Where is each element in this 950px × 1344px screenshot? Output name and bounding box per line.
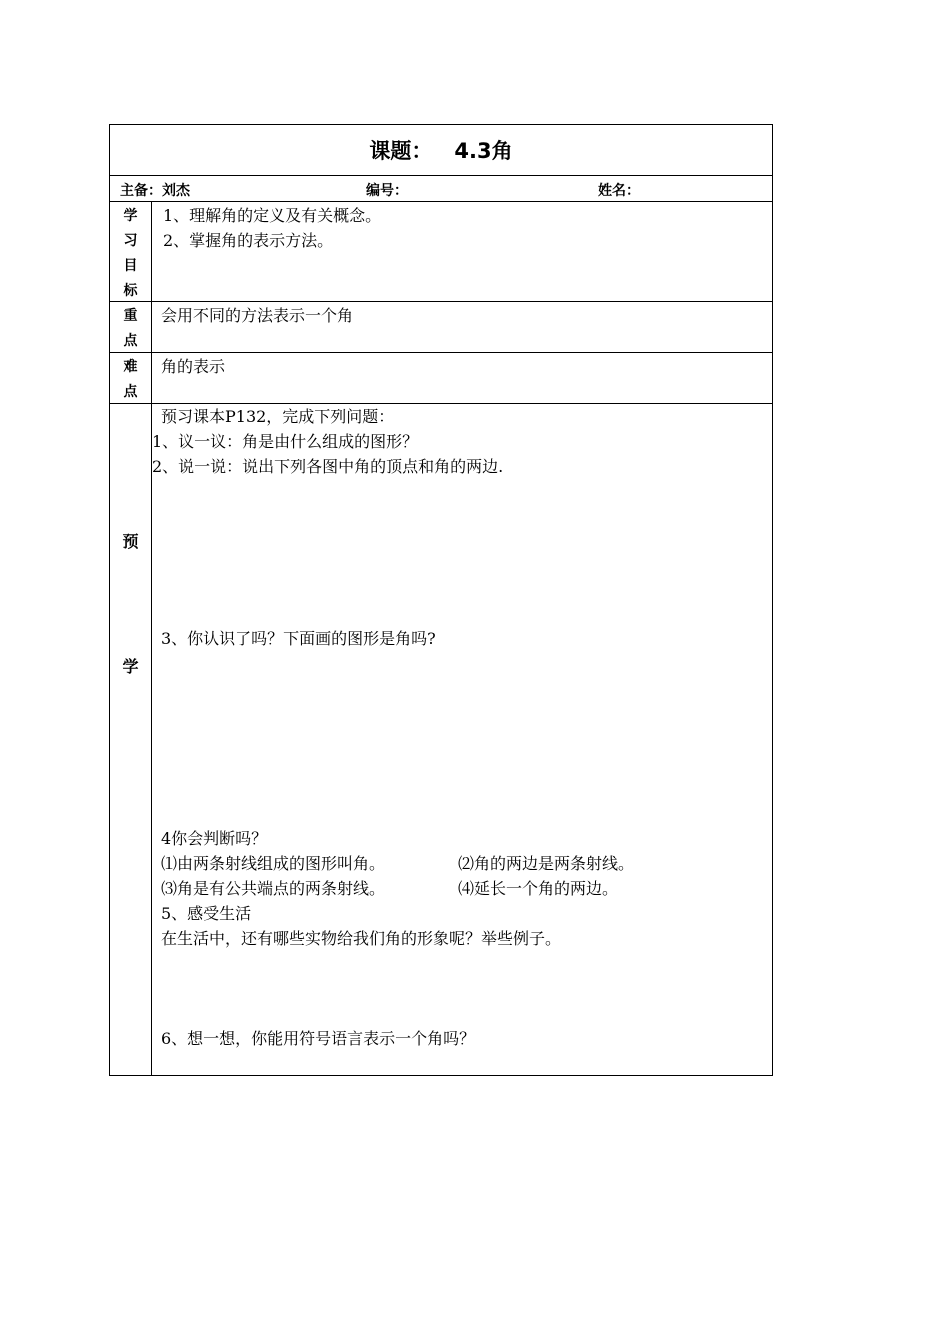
key-point-label: 重 点 xyxy=(110,302,152,352)
difficulty-text: 角的表示 xyxy=(161,357,226,376)
difficulty-section xyxy=(110,353,772,404)
question-5-text: 在生活中，还有哪些实物给我们角的形象呢？举些例子。 xyxy=(161,929,562,948)
preparer-label: 主备：刘杰 xyxy=(120,183,190,199)
question-1: 1、议一议：角是由什么组成的图形？ xyxy=(152,432,419,451)
title-prefix: 课题： xyxy=(369,139,433,163)
question-4: 4你会判断吗？ xyxy=(161,829,268,848)
objectives-section xyxy=(110,202,772,302)
judge-item-3: ⑶角是有公共端点的两条射线。 xyxy=(161,879,386,898)
lesson-plan-table xyxy=(109,124,773,1076)
name-label: 姓名： xyxy=(598,183,640,199)
preview-section xyxy=(110,404,772,1075)
question-6: 6、想一想，你能用符号语言表示一个角吗？ xyxy=(161,1029,476,1048)
judge-item-2: ⑵角的两边是两条射线。 xyxy=(458,854,635,873)
title-topic: 4.3角 xyxy=(454,139,513,163)
objective-item: 2、掌握角的表示方法。 xyxy=(163,231,334,250)
number-label: 编号： xyxy=(366,183,408,199)
question-2: 2、说一说：说出下列各图中角的顶点和角的两边. xyxy=(152,457,504,476)
preview-intro: 预习课本P132，完成下列问题： xyxy=(161,407,395,426)
judge-item-1: ⑴由两条射线组成的图形叫角。 xyxy=(161,854,386,873)
question-3: 3、你认识了吗？下面画的图形是角吗? xyxy=(161,629,436,648)
question-5: 5、感受生活 xyxy=(161,904,252,923)
judge-item-4: ⑷延长一个角的两边。 xyxy=(458,879,619,898)
title-row xyxy=(110,125,772,176)
difficulty-label: 难 点 xyxy=(110,353,152,403)
key-point-text: 会用不同的方法表示一个角 xyxy=(161,306,354,325)
meta-row xyxy=(110,176,772,202)
objective-item: 1、理解角的定义及有关概念。 xyxy=(163,206,382,225)
key-point-section xyxy=(110,302,772,353)
objectives-label: 学 习 目 标 xyxy=(110,202,152,301)
preview-label: 预 学 xyxy=(110,404,152,1075)
